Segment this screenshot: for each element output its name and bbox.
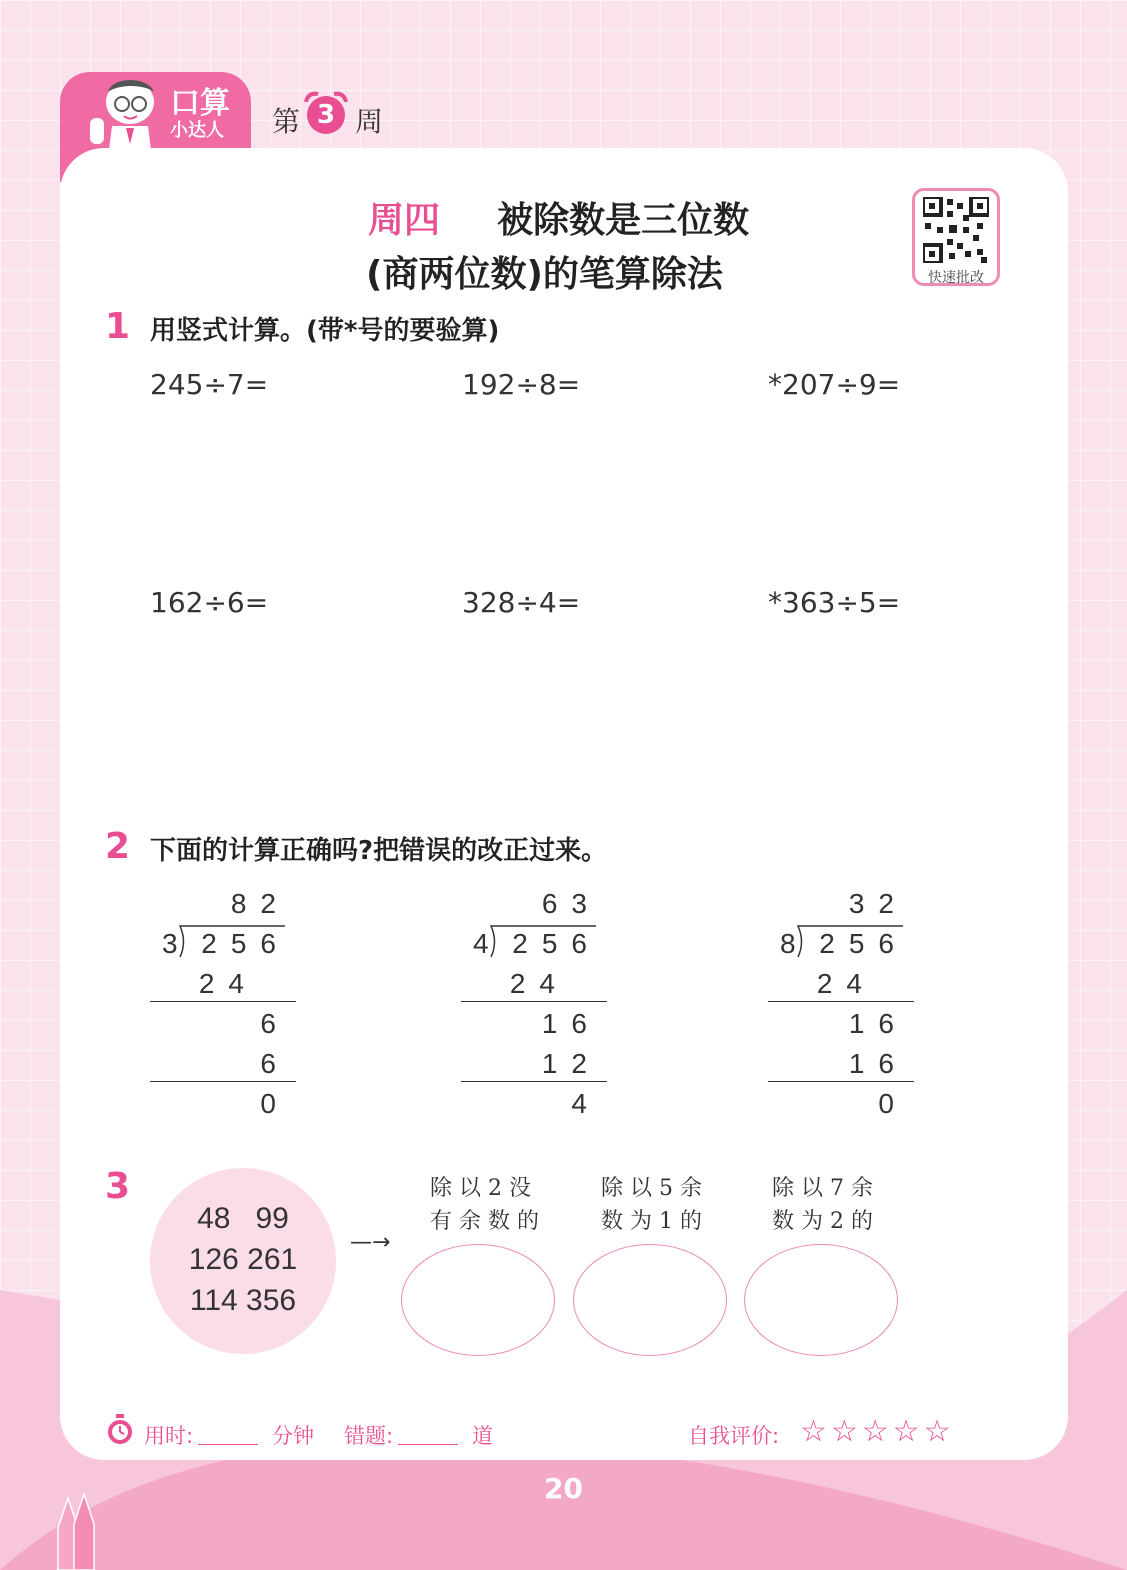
divider-line — [150, 1001, 296, 1002]
page-title-line2: (商两位数)的笔算除法 — [366, 254, 723, 295]
answer-oval-3[interactable] — [744, 1244, 898, 1356]
divisor: 3 — [162, 928, 178, 959]
problem-5: 328÷4= — [462, 586, 581, 619]
long-division-1 — [150, 884, 300, 1124]
bin-label-line: 除 以 2 没 — [430, 1176, 531, 1201]
self-eval-label: 自我评价: — [688, 1424, 780, 1448]
bin-label-line: 有 余 数 的 — [430, 1209, 539, 1234]
pencil-decoration-icon — [54, 1492, 98, 1570]
qr-code-box[interactable] — [912, 188, 1000, 286]
qr-code-icon — [923, 197, 989, 263]
final-remainder: 4 — [571, 1088, 601, 1119]
final-remainder: 0 — [878, 1088, 908, 1119]
quotient: 32 — [848, 888, 908, 919]
rating-stars[interactable]: ☆☆☆☆☆ — [800, 1414, 955, 1449]
step-product: 24 — [509, 968, 569, 999]
brand-subtitle: 小达人 — [170, 120, 224, 141]
arrow-icon: —→ — [350, 1230, 391, 1255]
week-number-badge: 3 — [307, 96, 345, 134]
question-3-number: 3 — [105, 1166, 131, 1207]
problem-3: *207÷9= — [768, 368, 901, 401]
week-prefix: 第 — [272, 105, 301, 138]
step-product: 6 — [260, 1048, 290, 1079]
dividend: 256 — [512, 928, 601, 959]
problem-2: 192÷8= — [462, 368, 581, 401]
page-title-line1 — [368, 192, 749, 243]
day-label: 周四 — [368, 200, 441, 241]
step-remainder: 16 — [541, 1008, 601, 1039]
bin-1-label — [430, 1172, 539, 1238]
errors-blank[interactable] — [398, 1444, 458, 1445]
stopwatch-icon — [106, 1414, 134, 1446]
errors-label: 错题: — [344, 1424, 394, 1448]
answer-oval-2[interactable] — [573, 1244, 727, 1356]
question-1-number: 1 — [105, 306, 131, 347]
number-set-circle — [150, 1168, 336, 1354]
bin-label-line: 数 为 2 的 — [772, 1209, 873, 1234]
bin-label-line: 除 以 7 余 — [772, 1176, 873, 1201]
quotient: 82 — [230, 888, 290, 919]
qr-caption: 快速批改 — [928, 270, 984, 286]
time-unit: 分钟 — [272, 1424, 314, 1448]
divider-line — [768, 1001, 914, 1002]
page-number: 20 — [544, 1472, 583, 1505]
step-remainder: 16 — [848, 1008, 908, 1039]
bin-label-line: 除 以 5 余 — [601, 1176, 702, 1201]
number-row: 126 261 — [188, 1243, 298, 1276]
bin-2-label — [601, 1172, 702, 1238]
dividend: 256 — [201, 928, 290, 959]
title-topic: 被除数是三位数 — [497, 200, 750, 241]
step-remainder: 6 — [260, 1008, 290, 1039]
step-product: 24 — [198, 968, 258, 999]
divisor: 8 — [780, 928, 796, 959]
question-1-instruction: 用竖式计算。(带*号的要验算) — [150, 316, 500, 346]
problem-4: 162÷6= — [150, 586, 269, 619]
time-label: 用时: — [144, 1424, 194, 1448]
step-product: 16 — [848, 1048, 908, 1079]
time-blank[interactable] — [198, 1444, 258, 1445]
problem-1: 245÷7= — [150, 368, 269, 401]
answer-oval-1[interactable] — [401, 1244, 555, 1356]
number-row: 114 356 — [189, 1284, 297, 1317]
question-2-instruction: 下面的计算正确吗?把错误的改正过来。 — [150, 836, 608, 866]
question-2-number: 2 — [105, 826, 131, 867]
step-product: 24 — [816, 968, 876, 999]
divider-line — [150, 1081, 296, 1082]
divisor: 4 — [473, 928, 489, 959]
brand-name: 口算 — [170, 86, 230, 121]
number-row: 48 99 — [197, 1202, 289, 1235]
divider-line — [768, 1081, 914, 1082]
week-suffix: 周 — [355, 105, 384, 138]
divider-line — [461, 1001, 607, 1002]
dividend: 256 — [819, 928, 908, 959]
long-division-2 — [461, 884, 611, 1124]
bin-label-line: 数 为 1 的 — [601, 1209, 702, 1234]
quotient: 63 — [541, 888, 601, 919]
step-product: 12 — [541, 1048, 601, 1079]
problem-6: *363÷5= — [768, 586, 901, 619]
long-division-3 — [768, 884, 918, 1124]
bin-3-label — [772, 1172, 873, 1238]
divider-line — [461, 1081, 607, 1082]
errors-unit: 道 — [472, 1424, 493, 1448]
final-remainder: 0 — [260, 1088, 290, 1119]
